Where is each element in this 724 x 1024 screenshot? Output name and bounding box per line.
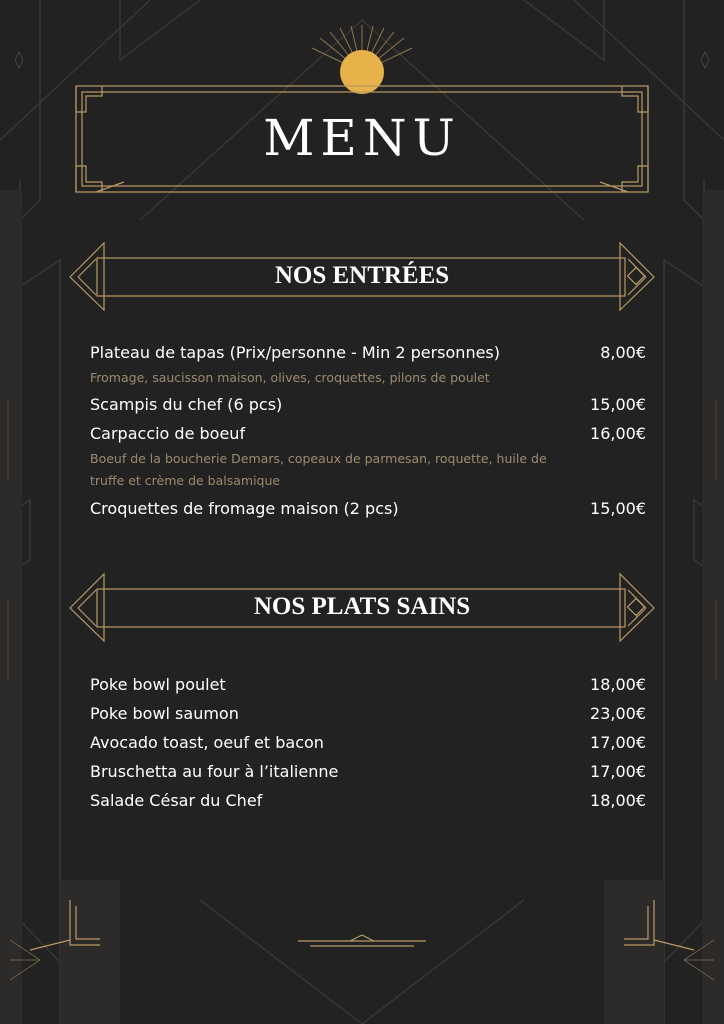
item-name: Avocado toast, oeuf et bacon [90,732,324,752]
item-price: 8,00€ [600,342,646,362]
menu-item [90,391,646,417]
item-name: Bruschetta au four à l’italienne [90,761,339,781]
item-name: Poke bowl poulet [90,674,226,694]
item-description: Boeuf de la boucherie Demars, copeaux de parmesan, roquette, huile de [90,451,547,466]
item-price: 18,00€ [590,674,646,694]
menu-item [90,420,646,446]
item-price: 16,00€ [590,423,646,443]
item-price: 15,00€ [590,498,646,518]
item-name: Carpaccio de boeuf [90,423,246,443]
menu-item [90,700,646,726]
menu-item [90,339,646,365]
menu-item [90,758,646,784]
item-price: 17,00€ [590,761,646,781]
section-title-plats-sains: NOS PLATS SAINS [253,593,471,620]
menu-item [90,729,646,755]
menu-title: MENU [263,109,461,167]
item-name: Poke bowl saumon [90,703,239,723]
sun-icon [340,50,384,94]
item-description: Fromage, saucisson maison, olives, croquettes, pilons de poulet [90,370,490,385]
menu-item [90,787,646,813]
item-description: truffe et crème de balsamique [90,473,281,488]
item-name: Plateau de tapas (Prix/personne - Min 2 personnes) [90,342,501,362]
menu-item [90,671,646,697]
item-name: Salade César du Chef [90,790,263,810]
item-price: 18,00€ [590,790,646,810]
item-name: Scampis du chef (6 pcs) [90,394,283,414]
section-title-entrees: NOS ENTRÉES [274,262,450,289]
item-price: 17,00€ [590,732,646,752]
item-price: 15,00€ [590,394,646,414]
item-name: Croquettes de fromage maison (2 pcs) [90,498,399,518]
item-price: 23,00€ [590,703,646,723]
menu-item [90,495,646,521]
